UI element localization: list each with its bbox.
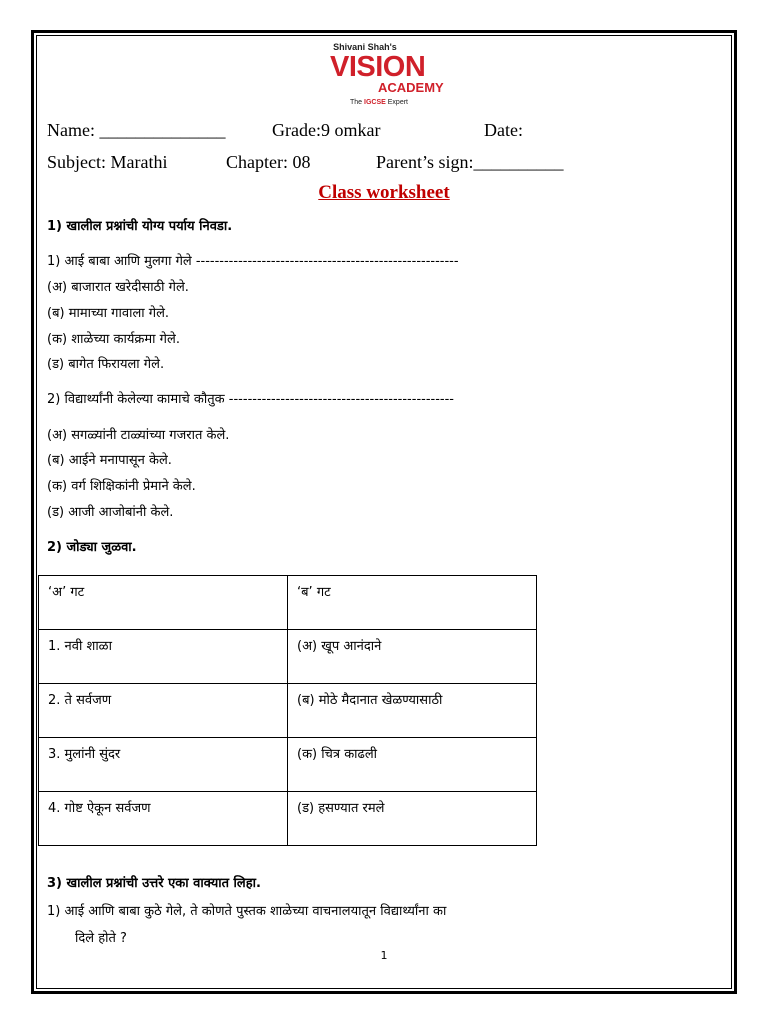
q1-item2-option-c: (क) वर्ग शिक्षिकांनी प्रेमाने केले.: [47, 479, 196, 494]
col-b-cell: (क) चित्र काढली: [288, 738, 537, 792]
col-a-cell: 2. ते सर्वजण: [39, 684, 288, 738]
col-b-cell: (ब) मोठे मैदानात खेळण्यासाठी: [288, 684, 537, 738]
q1-item1-option-d: (ड) बागेत फिरायला गेले.: [47, 357, 165, 372]
table-row: [39, 792, 537, 846]
q1-item1-option-c: (क) शाळेच्या कार्यक्रमा गेले.: [47, 332, 180, 347]
col-a-cell: 3. मुलांनी सुंदर: [39, 738, 288, 792]
page-number: 1: [380, 949, 388, 962]
table-row: [39, 738, 537, 792]
col-a-cell: 4. गोष्ट ऐकून सर्वजण: [39, 792, 288, 846]
subject-field: Subject: Marathi: [47, 152, 168, 172]
q3-heading: 3) खालील प्रश्नांची उत्तरे एका वाक्यात लिहा.: [47, 876, 261, 891]
logo-academy: ACADEMY: [378, 80, 444, 95]
chapter-field: Chapter: 08: [226, 152, 311, 172]
q1-item2-option-b: (ब) आईने मनापासून केले.: [47, 453, 172, 468]
table-header-row: [39, 576, 537, 630]
q1-item2-option-d: (ड) आजी आजोबांनी केले.: [47, 505, 174, 520]
parent-sign-field: Parent’s sign:__________: [376, 152, 564, 172]
q1-item1-option-a: (अ) बाजारात खरेदीसाठी गेले.: [47, 280, 189, 295]
col-b-cell: (अ) खूप आनंदाने: [288, 630, 537, 684]
vision-academy-logo: [320, 42, 460, 112]
name-field: Name: ______________: [47, 120, 226, 140]
q3-line2: दिले होते ?: [75, 931, 127, 946]
table-row: [39, 684, 537, 738]
col-a-header: ‘अ’ गट: [39, 576, 288, 630]
col-b-header: ‘ब’ गट: [288, 576, 537, 630]
q1-item2-option-a: (अ) सगळ्यांनी टाळ्यांच्या गजरात केले.: [47, 428, 230, 443]
logo-vision: VISION: [330, 51, 426, 83]
logo-tagline: The IGCSE Expert: [350, 99, 408, 106]
q2-heading: 2) जोड्या जुळवा.: [47, 540, 137, 555]
q1-item1-option-b: (ब) मामाच्या गावाला गेले.: [47, 306, 170, 321]
date-field: Date:: [484, 120, 523, 140]
grade-field: Grade:9 omkar: [272, 120, 381, 140]
col-b-cell: (ड) हसण्यात रमले: [288, 792, 537, 846]
q1-heading: 1) खालील प्रश्नांची योग्य पर्याय निवडा.: [47, 219, 233, 234]
logo-owner: Shivani Shah's: [333, 42, 397, 52]
q1-item1-question: 1) आई बाबा आणि मुलगा गेले --------------------------------------------------------: [47, 254, 459, 269]
worksheet-title: Class worksheet: [318, 182, 450, 203]
q3-line1: 1) आई आणि बाबा कुठे गेले, ते कोणते पुस्तक शाळेच्या वाचनालयातून विद्यार्थ्यांना का: [47, 904, 447, 919]
col-a-cell: 1. नवी शाळा: [39, 630, 288, 684]
table-row: [39, 630, 537, 684]
match-table: [38, 575, 537, 846]
q1-item2-question: 2) विद्यार्थ्यांनी केलेल्या कामाचे कौतुक ------------------------------------------------: [47, 392, 454, 407]
